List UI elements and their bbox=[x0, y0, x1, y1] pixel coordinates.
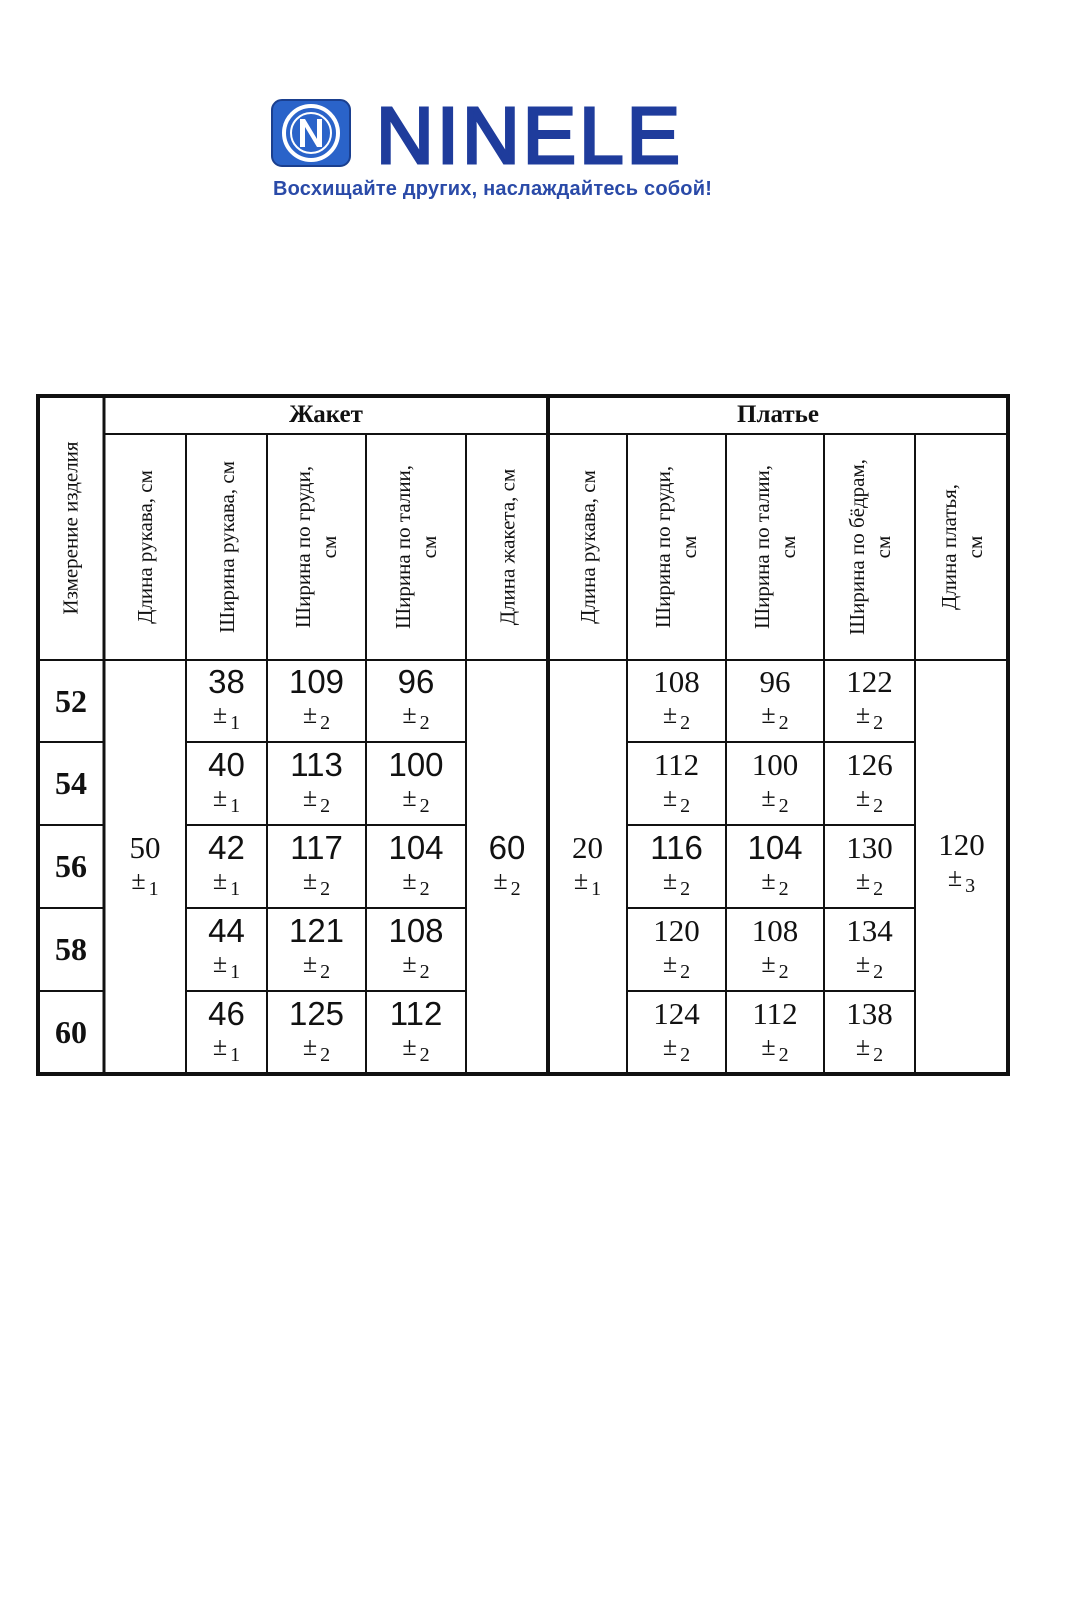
header-jacket-chest: Ширина по груди, см bbox=[291, 465, 342, 629]
header-dress-sleeve-length: Длина рукава, см bbox=[575, 470, 600, 624]
jacket-waist-cell: 104 ± $_2$ bbox=[388, 828, 444, 900]
dress-waist-cell: 100 ± $_2$ bbox=[751, 746, 799, 817]
jacket-chest-cell: 121 ± $_2$ bbox=[288, 911, 345, 983]
jacket-waist-cell: 108 ± $_2$ bbox=[388, 911, 444, 983]
size-cell: 54 bbox=[55, 765, 87, 801]
jacket-sleeve-width-cell: 42 ± $_1$ bbox=[208, 828, 245, 900]
dress-waist-cell: 104 ± $_2$ bbox=[747, 828, 803, 900]
dress-chest-cell: 124 ± $_2$ bbox=[653, 995, 700, 1066]
jacket-waist-cell: 96 ± $_2$ bbox=[397, 663, 435, 734]
header-jacket-waist: Ширина по талии, см bbox=[391, 464, 442, 630]
dress-hips-cell: 130 ± $_2$ bbox=[846, 829, 893, 900]
size-cell: 58 bbox=[55, 931, 87, 967]
jacket-waist-cell: 100 ± $_2$ bbox=[388, 745, 444, 817]
jacket-sleeve-length-value: 50 ± $_1$ bbox=[129, 830, 161, 900]
jacket-sleeve-width-cell: 46 ± $_1$ bbox=[208, 994, 245, 1066]
dress-chest-cell: 108 ± $_2$ bbox=[653, 664, 700, 734]
corner-header: Измерение изделия bbox=[59, 441, 83, 615]
size-cell: 56 bbox=[55, 848, 87, 884]
size-cell: 60 bbox=[55, 1014, 87, 1050]
jacket-chest-cell: 117 ± $_2$ bbox=[290, 828, 343, 900]
dress-chest-cell: 116 ± $_2$ bbox=[650, 828, 703, 900]
header-jacket-sleeve-width: Ширина рукава, см bbox=[214, 461, 239, 633]
group-title-dress: Платье bbox=[737, 401, 819, 428]
dress-length-value: 120 ± $_3$ bbox=[938, 827, 985, 897]
jacket-sleeve-width-cell: 44 ± $_1$ bbox=[208, 911, 245, 983]
jacket-waist-cell: 112 ± $_2$ bbox=[389, 994, 443, 1066]
group-title-jacket: Жакет bbox=[289, 401, 363, 428]
dress-hips-cell: 122 ± $_2$ bbox=[846, 664, 893, 734]
jacket-chest-cell: 125 ± $_2$ bbox=[288, 994, 345, 1066]
header-dress-length: Длина платья, см bbox=[936, 483, 987, 611]
brand-tagline: Восхищайте других, наслаждайтесь собой! bbox=[273, 178, 713, 200]
dress-waist-cell: 108 ± $_2$ bbox=[751, 912, 799, 983]
jacket-sleeve-width-cell: 40 ± $_1$ bbox=[208, 745, 245, 817]
jacket-length-value: 60 ± $_2$ bbox=[488, 829, 526, 900]
header-dress-hips: Ширина по бёдрам, см bbox=[844, 458, 895, 636]
brand-name: NINELE bbox=[376, 91, 683, 180]
dress-hips-cell: 126 ± $_2$ bbox=[846, 746, 893, 817]
header-dress-chest: Ширина по груди, см bbox=[651, 465, 702, 629]
dress-chest-cell: 112 ± $_2$ bbox=[653, 746, 700, 817]
header-dress-waist: Ширина по талии, см bbox=[750, 464, 801, 630]
dress-hips-cell: 138 ± $_2$ bbox=[846, 995, 893, 1066]
header-jacket-length: Длина жакета, см bbox=[495, 468, 520, 626]
dress-chest-cell: 120 ± $_2$ bbox=[653, 912, 700, 983]
jacket-sleeve-width-cell: 38 ± $_1$ bbox=[208, 663, 245, 734]
size-cell: 52 bbox=[55, 682, 87, 719]
header-jacket-sleeve-length: Длина рукава, см bbox=[133, 470, 158, 624]
size-chart-table bbox=[36, 394, 1010, 1076]
dress-sleeve-length-value: 20 ± $_1$ bbox=[572, 830, 603, 900]
dress-waist-cell: 96 ± $_2$ bbox=[759, 664, 791, 734]
jacket-chest-cell: 109 ± $_2$ bbox=[288, 663, 345, 734]
dress-waist-cell: 112 ± $_2$ bbox=[752, 995, 798, 1066]
ninele-emblem-icon bbox=[271, 99, 351, 167]
dress-hips-cell: 134 ± $_2$ bbox=[846, 912, 893, 983]
brand-logo bbox=[0, 0, 1066, 240]
jacket-chest-cell: 113 ± $_2$ bbox=[290, 745, 343, 817]
